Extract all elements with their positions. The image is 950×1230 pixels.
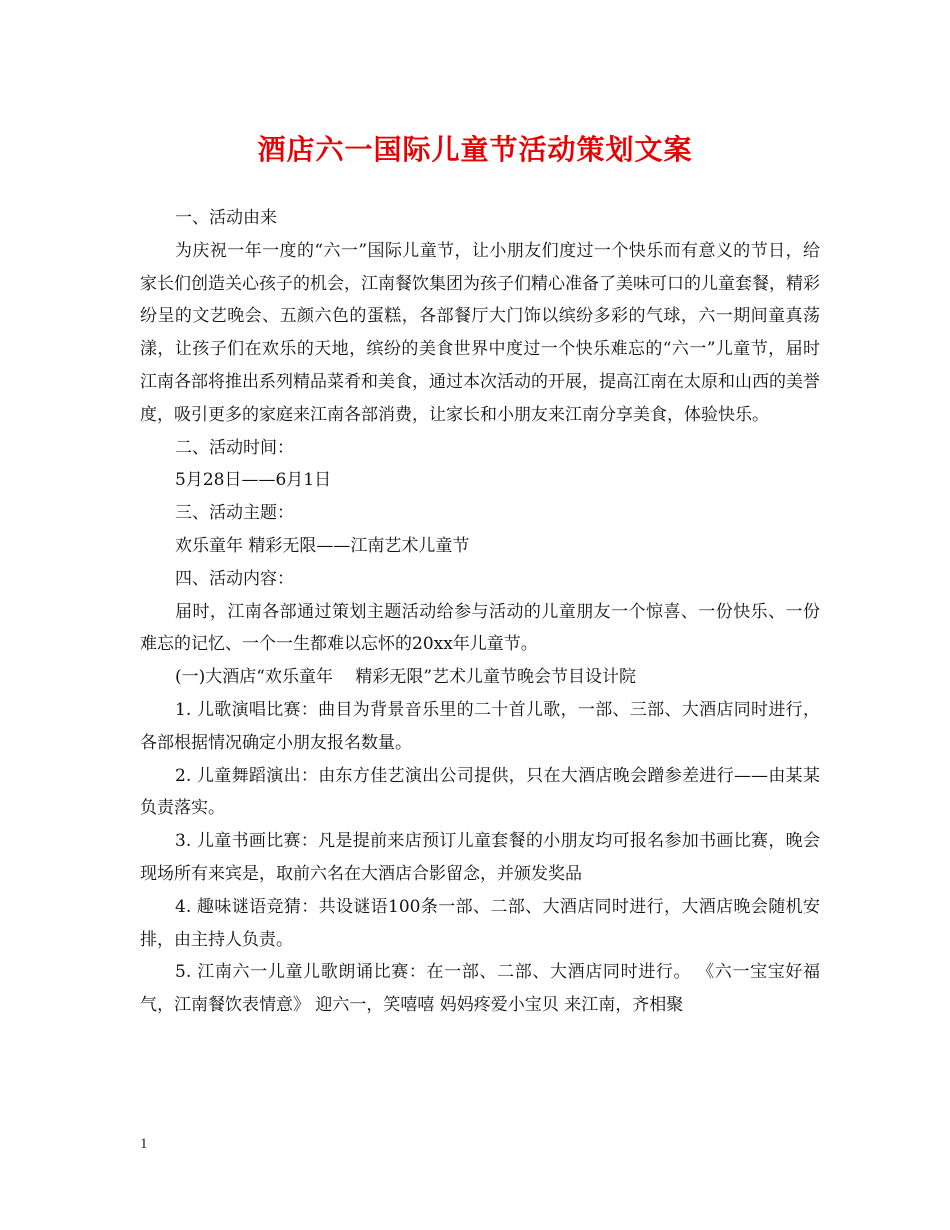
section-heading-content: 四、活动内容：	[175, 568, 294, 589]
list-item: 1. 儿歌演唱比赛：曲目为背景音乐里的二十首儿歌，一部、三部、大酒店同时进行，各部根据情况确定小朋友报名数量。	[140, 699, 820, 753]
paragraph-theme: 欢乐童年 精彩无限——江南艺术儿童节	[175, 535, 470, 556]
page-number: 1	[140, 1136, 148, 1152]
section-heading-time: 二、活动时间：	[175, 437, 294, 458]
paragraph-time: 5月28日——6月1日	[175, 470, 332, 491]
document-body	[140, 202, 820, 1022]
document-title: 酒店六一国际儿童节活动策划文案	[257, 133, 693, 166]
subsection-heading-gala: (一)大酒店“欢乐童年 精彩无限”艺术儿童节晚会节目设计院	[175, 667, 637, 688]
list-item: 2. 儿童舞蹈演出：由东方佳艺演出公司提供，只在大酒店晚会蹭参差进行——由某某负责落实。	[140, 765, 820, 819]
list-item: 4. 趣味谜语竞猜：共设谜语100条一部、二部、大酒店同时进行，大酒店晚会随机安排，由主持人负责。	[140, 896, 820, 950]
section-heading-theme: 三、活动主题：	[175, 503, 294, 524]
section-heading-origin: 一、活动由来	[175, 208, 277, 228]
paragraph-origin: 为庆祝一年一度的“六一”国际儿童节，让小朋友们度过一个快乐而有意义的节日，给家长们创造关心孩子的机会，江南餐饮集团为孩子们精心准备了美味可口的儿童套餐，精彩纷呈的文艺晚会、五颜六色的蛋糕，各部餐厅大门饰以缤纷多彩的气球，六一期间童真荡漾，让孩子们在欢乐的天地，缤纷的美食世界中度过一个快乐难忘的“六一”儿童节，届时江南各部将推出系列精品菜肴和美食，通过本次活动的开展，提高江南在太原和山西的美誉度，吸引更多的家庭来江南各部消费，让家长和小朋友来江南分享美食，体验快乐。	[140, 240, 820, 425]
paragraph-content-intro: 届时，江南各部通过策划主题活动给参与活动的儿童朋友一个惊喜、一份快乐、一份难忘的记忆、一个一生都难以忘怀的20xx年儿童节。	[140, 601, 820, 655]
list-item: 5. 江南六一儿童儿歌朗诵比赛：在一部、二部、大酒店同时进行。 《六一宝宝好福气，江南餐饮表情意》 迎六一，笑嘻嘻 妈妈疼爱小宝贝 来江南，齐相聚	[140, 962, 820, 1016]
list-item: 3. 儿童书画比赛：凡是提前来店预订儿童套餐的小朋友均可报名参加书画比赛，晚会现场所有来宾是，取前六名在大酒店合影留念，并颁发奖品	[140, 831, 820, 884]
